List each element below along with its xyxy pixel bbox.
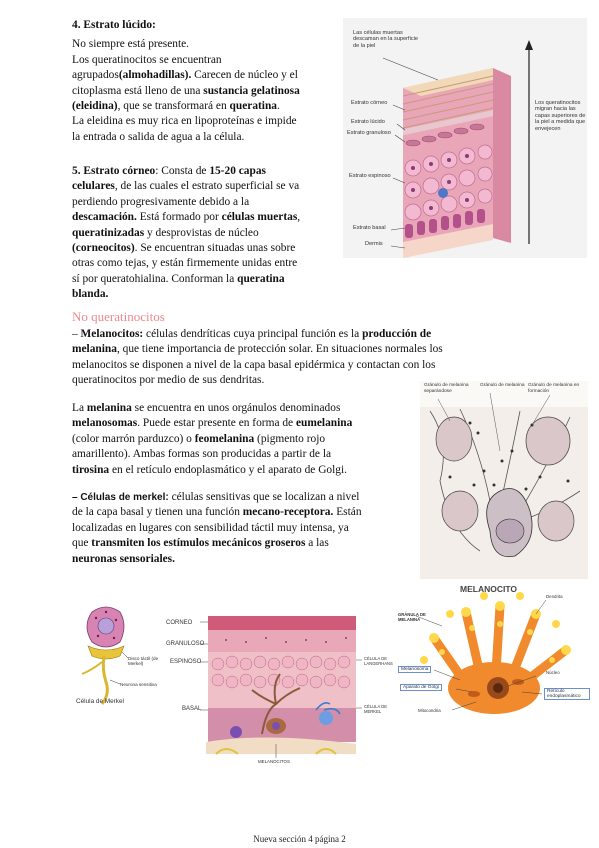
label-estrato-corneo: Estrato córneo (351, 100, 388, 106)
label-nucleo: Núcleo (546, 670, 560, 675)
merkel-cell-figure (62, 600, 162, 710)
no-queratinocitos-heading: No queratinocitos (72, 309, 165, 324)
skin-layers-illustration (343, 18, 587, 258)
melanocito-title: MELANOCITO (460, 584, 517, 594)
melanina-paragraph: La melanina se encuentra en unos orgánulos denominados melanosomas. Puede estar presente en forma de eumelanina (color marrón parduzco) o feomelanina (pigmento rojo amarillento). Ambas formas son producidas a partir de la tirosina en el retículo endoplasmático y el aparato de Golgi. (72, 402, 353, 476)
epidermis-layers-illustration (166, 614, 398, 768)
label-corneo: CORNEO (166, 620, 193, 626)
label-estrato-espinoso: Estrato espinoso (349, 173, 391, 179)
melanocito-figure (396, 584, 592, 720)
section-title: 4. Estrato lúcido: (72, 19, 156, 31)
skin-layers-figure (343, 18, 587, 258)
label-granulo-separandose: Gránulo de melanina separándose (424, 383, 469, 394)
label-dendrita: Dendrita (546, 594, 563, 599)
label-basal: BASAL (182, 706, 202, 712)
label-melanosoma: Melanosoma (398, 666, 431, 673)
label-migracion: Los queratinocitos migran hacia las capas superiores de la piel a medida que envejecen (535, 100, 586, 132)
section-estrato-lucido: 4. Estrato lúcido: No siempre está presente. Los queratinocitos se encuentran agrupados(almohadillas). Carecen de núcleo y el citoplasma está lleno de una sustancia gelatinosa (eleidina), que se transformará en queratina. La eleidina es muy rica en lipoproteínas e impide la entrada o salida de agua a la célula. (72, 18, 342, 145)
label-granulo: Gránulo de melanina (480, 383, 525, 388)
label-aparato-golgi: Aparato de Golgi (400, 684, 442, 691)
merkel-cell-illustration (62, 600, 162, 710)
melanosome-illustration (420, 381, 588, 579)
label-granuloso: GRANULOSO (166, 641, 205, 647)
label-mitocondria: Mitocondria (418, 708, 441, 713)
epidermis-layers-figure (166, 614, 398, 768)
label-dermis: Dermis (365, 241, 383, 247)
section-estrato-corneo: 5. Estrato córneo: Consta de 15-20 capas celulares, de las cuales el estrato superficial se va perdiendo progresivamente debido a la descamación. Está formado por células muertas, queratinizadas y desprovistas de núcleo (corneocitos). Se encuentran situadas unas sobre otras como tejas, y están firmemente unidas entre sí por queratohialina. Conforman la queratina blanda. (72, 165, 301, 301)
label-estrato-basal: Estrato basal (353, 225, 386, 231)
label-merkel: CÉLULA DE MERKEL (364, 704, 388, 714)
merkel-caption: Célula de Merkel (76, 698, 124, 705)
label-disco-tactil: Disco táctil (de Merkel) (128, 656, 159, 667)
label-espinoso: ESPINOSO (170, 659, 202, 665)
melanosome-figure (420, 381, 588, 579)
label-granula-melanina: GRÁNULA DE MELANINA (398, 612, 426, 622)
label-langerhans: CÉLULA DE LANGERHANS (364, 656, 393, 666)
label-estrato-granuloso: Estrato granuloso (347, 130, 391, 136)
label-estrato-lucido: Estrato lúcido (351, 119, 385, 125)
page-footer: Nueva sección 4 página 2 (253, 834, 346, 844)
label-melanocitos: MELANOCITOS (258, 759, 290, 764)
label-reticulo: Retículo endoplasmático (544, 688, 590, 700)
melanocitos-paragraph: – Melanocitos: células dendríticas cuya principal función es la producción de melanina, que tiene importancia de protección solar. En situaciones normales los melanocitos se disponen a nivel de la capa basal epidérmica y contactan con los queratinocitos por medio de sus dendritas. (72, 328, 443, 387)
merkel-paragraph: – Células de merkel: células sensitivas que se localizan a nivel de la capa basal y tienen una función mecano-receptora. Están localizadas en lugares con sensibilidad táctil muy intensa, ya que transmiten los estímulos mecánicos groseros a las neuronas sensoriales. (72, 491, 362, 565)
label-granulo-formacion: Gránulo de melanina en formación (528, 383, 580, 394)
label-descaman: Las células muertas descaman en la superficie de la piel (353, 30, 418, 49)
label-neurona-sensitiva: Neurona sensitiva (120, 682, 157, 687)
